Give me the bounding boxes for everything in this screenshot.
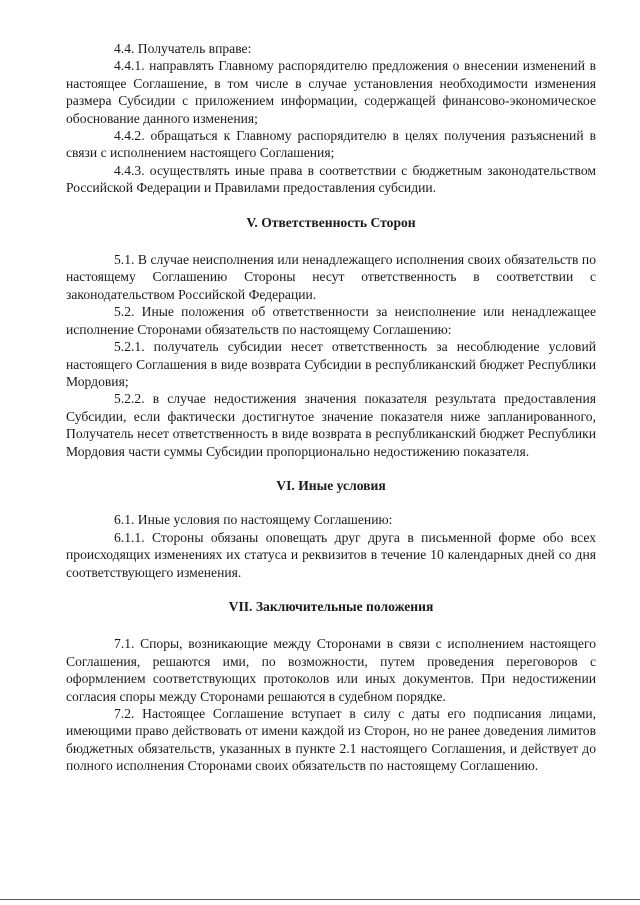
clause-5-1: 5.1. В случае неисполнения или ненадлежащего исполнения своих обязательств по настоящему Соглашению Стороны несут ответственность в соответствии с законодательством Российской Федерации. [66, 252, 596, 302]
clause-4-4-2: 4.4.2. обращаться к Главному распорядителю в целях получения разъяснений в связи с исполнением настоящего Соглашения; [66, 128, 596, 161]
clause-4-4-1: 4.4.1. направлять Главному распорядителю предложения о внесении изменений в настоящее Соглашение, в том числе в случае установления необходимости изменения размера Субсидии с приложением информации, содержащей финансово-экономическое обоснование данного изменения; [66, 58, 596, 126]
clause-4-4-3: 4.4.3. осуществлять иные права в соответствии с бюджетным законодательством Российской Федерации и Правилами предоставления субсидии. [66, 162, 596, 196]
section-6-heading: VI. Иные условия [276, 477, 386, 493]
section-5-heading: V. Ответственность Сторон [246, 214, 416, 230]
clause-7-1: 7.1. Споры, возникающие между Сторонами в связи с исполнением настоящего Соглашения, решаются ими, по возможности, путем проведения переговоров с оформлением соответствующих протоколов или иных документов. При недостижении согласия споры между Сторонами решаются в судебном порядке. [66, 636, 596, 704]
clause-6-1: 6.1. Иные условия по настоящему Соглашению: [114, 512, 393, 528]
document-page [66, 40, 596, 775]
clause-4-4: 4.4. Получатель вправе: [114, 41, 252, 56]
section-7-heading: VII. Заключительные положения [228, 598, 434, 614]
clause-5-2-2: 5.2.2. в случае недостижения значения показателя результата предоставления Субсидии, если фактически достигнутое значение показателя ниже запланированного, Получатель несет ответственность в виде возврата в республиканский бюджет Республики Мордовия части суммы Субсидии пропорционально недостижению показателя. [66, 391, 596, 459]
clause-5-2: 5.2. Иные положения об ответственности за неисполнение или ненадлежащее исполнение Сторонами обязательств по настоящему Соглашению: [66, 304, 596, 337]
clause-5-2-1: 5.2.1. получатель субсидии несет ответственность за несоблюдение условий настоящего Соглашения в виде возврата Субсидии в республиканский бюджет Республики Мордовия; [66, 339, 596, 389]
clause-6-1-1: 6.1.1. Стороны обязаны оповещать друг друга в письменной форме обо всех происходящих изменениях их статуса и реквизитов в течение 10 календарных дней со дня соответствующего изменения. [66, 529, 596, 580]
clause-7-2: 7.2. Настоящее Соглашение вступает в силу с даты его подписания лицами, имеющими право действовать от имени каждой из Сторон, но не ранее доведения лимитов бюджетных обязательств, указанных в пункте 2.1 настоящего Соглашения, и действует до полного исполнения Сторонами своих обязательств по настоящему Соглашению. [66, 706, 596, 774]
page-bottom-rule [0, 899, 640, 900]
